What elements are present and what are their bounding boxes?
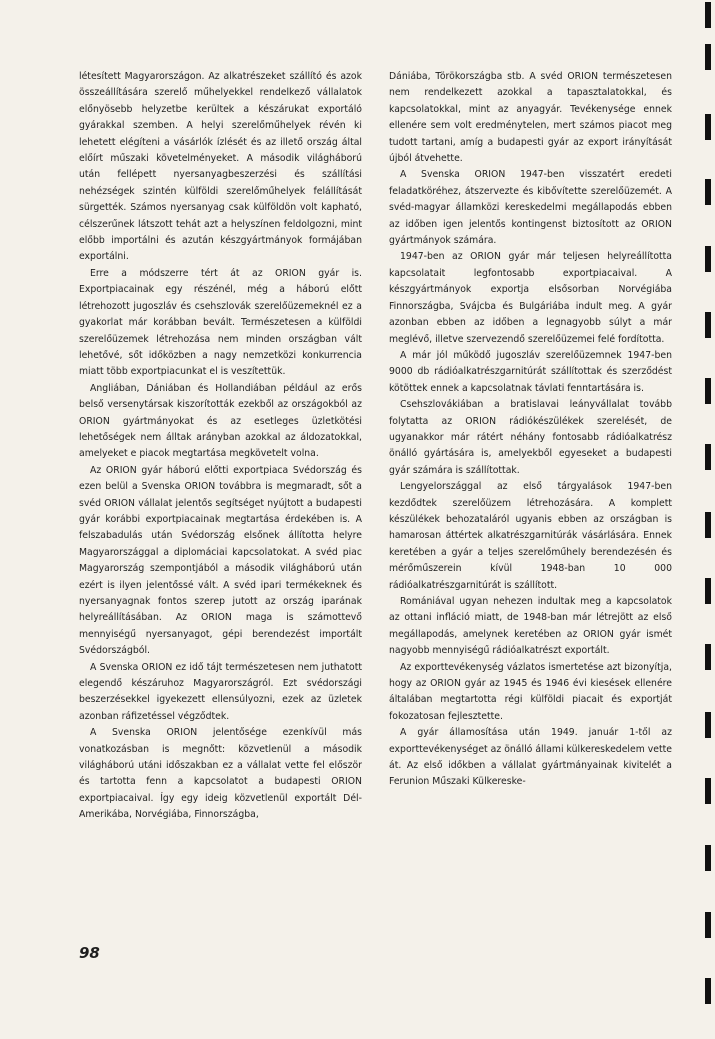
paragraph: létesített Magyarországon. Az alkatrészeket szállító és azok összeállítására szerelő műhelyekkel rendelkező vállalatok előnyösebb helyzetbe kerültek a készárukat exportáló gyárakkal szemben. A helyi szerelőműhelyek révén ki lehetett elégíteni a vásárlók ízlését és az illető ország által előírt műszaki követelményeket. A második világháború után fellépett nyersanyagbeszerzési és szállítási nehézségek szintén külföldi szerelőműhelyek felállítását sürgették. Számos nyersanyag csak külföldön volt kapható, célszerűnek látszott tehát azt a helyszínen feldolgozni, mint előbb importálni és azután készgyártmányok formájában exportálni.: [79, 71, 362, 263]
paragraph: Az ORION gyár háború előtti exportpiaca Svédország és ezen belül a Svenska ORION továbbra is megmaradt, sőt a svéd ORION vállalat jelentős segítséget nyújtott a budapesti gyár korábbi exportpiacainak megtartása érdekében is. A felszabadulás után Svédország elsőnek állította helyre Magyarországgal a diplomáciai kapcsolatokat. A svéd piac Magyarország szempontjából a második világháború után ezért is ilyen jelentőssé vált. A svéd ipari termékeknek és nyersanyagnak fontos szerep jutott az ország iparának helyreállításában. Az ORION maga is számottevő mennyiségű nyersanyagot, gépi berendezést importált Svédországból.: [79, 464, 362, 657]
paragraph: A Svenska ORION 1947-ben visszatért eredeti feladatköréhez, átszervezte és kibővítette szerelőüzemét. A svéd-magyar államközi kereskedelmi megállapodás ebben az időben igen jelentős kontingenst biztosított az ORION gyártmányok számára.: [389, 169, 672, 247]
edge-mark: [705, 512, 711, 538]
edge-mark: [705, 978, 711, 1004]
paragraph: Romániával ugyan nehezen indultak meg a kapcsolatok az ottani infláció miatt, de 1948-ban már létrejött az első megállapodás, amelynek keretében az ORION gyár ismét nagyobb mennyiségű rádióalkatrészt exportált.: [389, 596, 672, 657]
paragraph: 1947-ben az ORION gyár már teljesen helyreállította kapcsolatait legfontosabb exportpiacaival. A készgyártmányok exportja elsősorban Norvégiába Finnországba, Svájcba és Bulgáriába indult meg. A gyár azonban ebben az időben a legnagyobb súlyt a már meglévő, illetve szervezendő szerelőüzemei felé fordította.: [389, 251, 672, 345]
paragraph: Angliában, Dániában és Hollandiában például az erős belső versenytársak kiszorították ezekből az országokból az ORION gyártmányokat és az esetleges üzletkötési lehetőségek nem álltak arányban azokkal az áldozatokkal, amelyeket e piacok megtartása megkövetelt volna.: [79, 382, 362, 460]
paragraph: A Svenska ORION ez idő tájt természetesen nem juthatott elegendő készáruhoz Magyarországról. Ezt svédországi beszerzésekkel igyekezett ellensúlyozni, ezek az üzletek azonban ráfizetéssel végződtek.: [79, 661, 362, 722]
edge-mark: [705, 312, 711, 338]
paragraph: Erre a módszerre tért át az ORION gyár is. Exportpiacainak egy részénél, még a háború előtt létrehozott jugoszláv és csehszlovák szerelőüzemeknél ez a gyakorlat már korábban bevált. Természetesen a külföldi szerelőüzemek létrehozása nem minden országban vált lehetővé, sőt időközben a nagy nemzetközi konkurrencia miatt több exportpiacunkat el is veszítettük.: [79, 267, 362, 378]
paragraph: Dániába, Törökországba stb. A svéd ORION természetesen nem rendelkezett azokkal a tapasztalatokkal, és kapcsolatokkal, mint az anyagyár. Tevékenysége ennek ellenére sem volt eredménytelen, mert számos piacot meg tudott tartani, amíg a budapesti gyár az export irányítását újból átvehette.: [389, 71, 672, 165]
edge-mark: [705, 378, 711, 404]
edge-mark: [705, 444, 711, 470]
edge-mark: [705, 114, 711, 140]
right-column: [389, 69, 672, 791]
edge-mark: [705, 912, 711, 938]
edge-mark: [705, 2, 711, 28]
edge-mark: [705, 712, 711, 738]
page-number: 98: [79, 944, 100, 962]
paragraph: Az exporttevékenység vázlatos ismertetése azt bizonyítja, hogy az ORION gyár az 1945 és 1946 évi kiesések ellenére általában megtartotta régi külföldi piacait és exportját fokozatosan fejlesztette.: [389, 661, 672, 722]
paragraph: Lengyelországgal az első tárgyalások 1947-ben kezdődtek szerelőüzem létrehozására. A komplett készülékek behozataláról ugyanis ebben az országban is hamarosan áttértek alkatrészgarnitúrák vásárlására. Ennek keretében a gyár a teljes szerelőműhely berendezésén és mérőműszerein kívül 1948-ban 10 000 rádióalkatrészgarnitúrát is szállított.: [389, 481, 672, 591]
edge-mark: [705, 578, 711, 604]
paragraph: Csehszlovákiában a bratislavai leányvállalat tovább folytatta az ORION rádiókészülékek szerelését, de ugyanakkor már rátért néhány fontosabb rádióalkatrész önálló gyártására is, amelyekből egyeseket a budapesti gyár számára is szállítottak.: [389, 399, 672, 476]
edge-mark: [705, 644, 711, 670]
left-column: [79, 69, 362, 824]
edge-mark: [705, 44, 711, 70]
paragraph: A gyár államosítása után 1949. január 1-től az exporttevékenységet az önálló állami külkereskedelem vette át. Az első időkben a vállalat gyártmányainak kivitelét a Ferunion Műszaki Külkereske-: [389, 727, 672, 788]
edge-mark: [705, 778, 711, 804]
edge-mark: [705, 246, 711, 272]
edge-mark: [705, 179, 711, 205]
paragraph: A Svenska ORION jelentősége ezenkívül más vonatkozásban is megnőtt: közvetlenül a második világháború utáni időszakban ez a vállalat vette fel először és tartotta fenn a kapcsolatot a budapesti ORION exportpiacaival. Így egy ideig közvetlenül exportált Dél-Amerikába, Norvégiába, Finnországba,: [79, 727, 362, 821]
paragraph: A már jól működő jugoszláv szerelőüzemnek 1947-ben 9000 db rádióalkatrészgarnitúrát szállítottak és szerződést kötöttek ennek a kapcsolatnak távlati fenntartására is.: [389, 349, 672, 394]
edge-mark: [705, 845, 711, 871]
